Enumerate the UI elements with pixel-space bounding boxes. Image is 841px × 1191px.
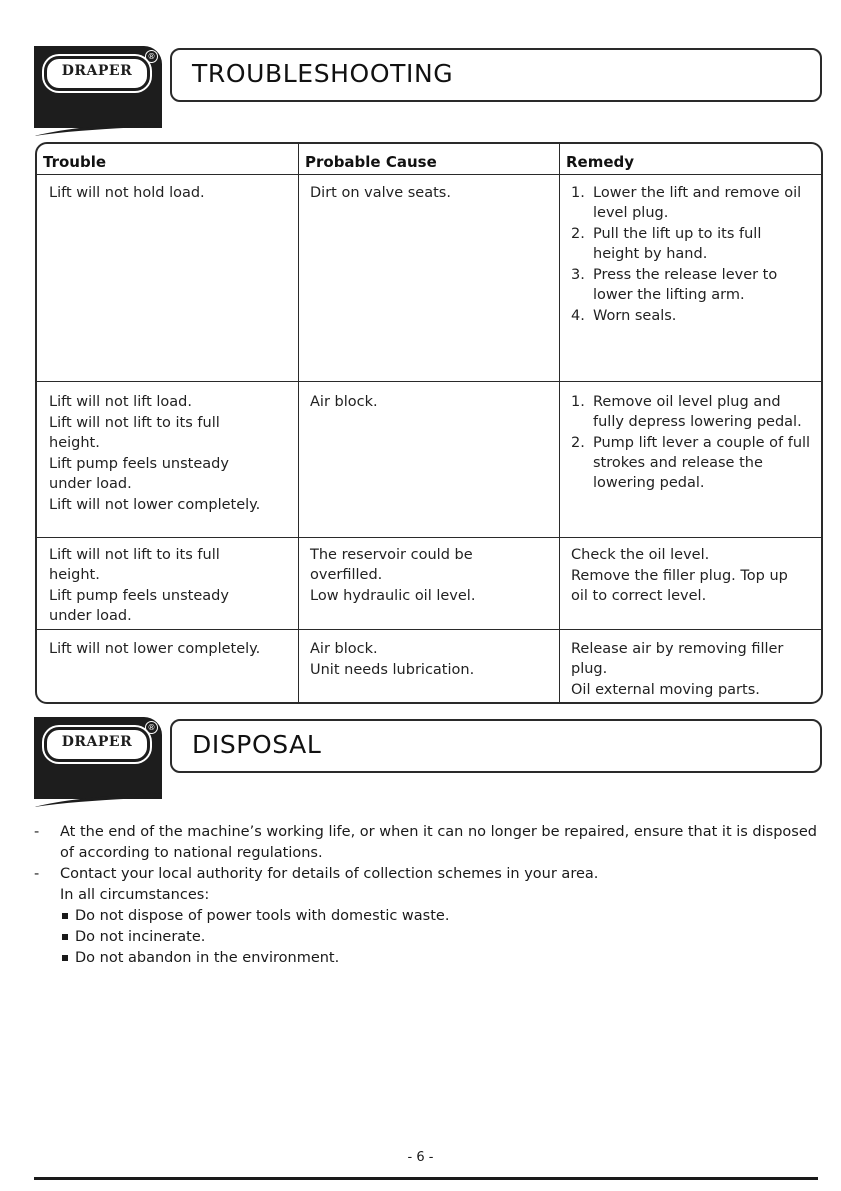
row3-cause: The reservoir could be overfilled. Low hydraulic oil level. [310, 547, 476, 604]
list-item: 2. Pull the lift up to its full height by hand. [571, 226, 762, 262]
header-trouble: Trouble [43, 153, 107, 171]
footer-divider [34, 1177, 818, 1180]
bullet-item: Do not abandon in the environment. [34, 948, 824, 969]
section-title: DISPOSAL [192, 730, 322, 759]
draper-logo [34, 46, 162, 128]
row4-trouble: Lift will not lower completely. [49, 641, 261, 657]
circumstances-label: In all circumstances: [60, 887, 210, 903]
page-number: - 6 - [407, 1150, 434, 1165]
swoosh-decoration [34, 793, 162, 807]
list-item: 2. Pump lift lever a couple of full strokes and release the lowering pedal. [571, 435, 811, 491]
bullet-item: Do not dispose of power tools with domestic waste. [34, 906, 824, 927]
logo-text: DRAPER [61, 734, 133, 750]
section-title-box [170, 48, 822, 102]
list-item: 1. Lower the lift and remove oil level plug. [571, 185, 802, 221]
row1-remedy [571, 183, 809, 327]
row2-remedy [571, 392, 811, 494]
swoosh-decoration [34, 122, 162, 136]
disposal-header [34, 717, 822, 807]
disposal-content [34, 822, 824, 969]
list-item: - Contact your local authority for details of collection schemes in your area. [34, 866, 599, 882]
header-cause: Probable Cause [305, 153, 437, 171]
row2-cause: Air block. [310, 394, 378, 410]
list-item: - At the end of the machine’s working life, or when it can no longer be repaired, ensure that it is disposed of according to national regulations. [34, 824, 817, 861]
row4-cause: Air block. Unit needs lubrication. [310, 641, 475, 678]
troubleshooting-table [35, 142, 823, 704]
list-item: 1. Remove oil level plug and fully depress lowering pedal. [571, 394, 802, 430]
list-item: 3. Press the release lever to lower the lifting arm. [571, 267, 778, 303]
row3-trouble: Lift will not lift to its full height. Lift pump feels unsteady under load. [49, 547, 229, 624]
row1-trouble: Lift will not hold load. [49, 185, 205, 201]
draper-logo [34, 717, 162, 799]
row1-cause: Dirt on valve seats. [310, 185, 451, 201]
row3-remedy: Check the oil level. Remove the filler plug. Top up oil to correct level. [571, 547, 788, 604]
troubleshooting-header [34, 46, 822, 136]
row4-remedy: Release air by removing filler plug. Oil external moving parts. [571, 641, 784, 698]
list-item: 4. Worn seals. [571, 308, 677, 324]
registered-mark: ® [145, 50, 158, 63]
registered-mark: ® [145, 721, 158, 734]
logo-text: DRAPER [61, 63, 133, 79]
bullet-item: Do not incinerate. [34, 927, 824, 948]
section-title-box [170, 719, 822, 773]
header-remedy: Remedy [566, 153, 635, 171]
section-title: TROUBLESHOOTING [192, 59, 454, 88]
row2-trouble: Lift will not lift load. Lift will not lift to its full height. Lift pump feels unsteady under load. Lift will not lower completely. [49, 394, 261, 513]
